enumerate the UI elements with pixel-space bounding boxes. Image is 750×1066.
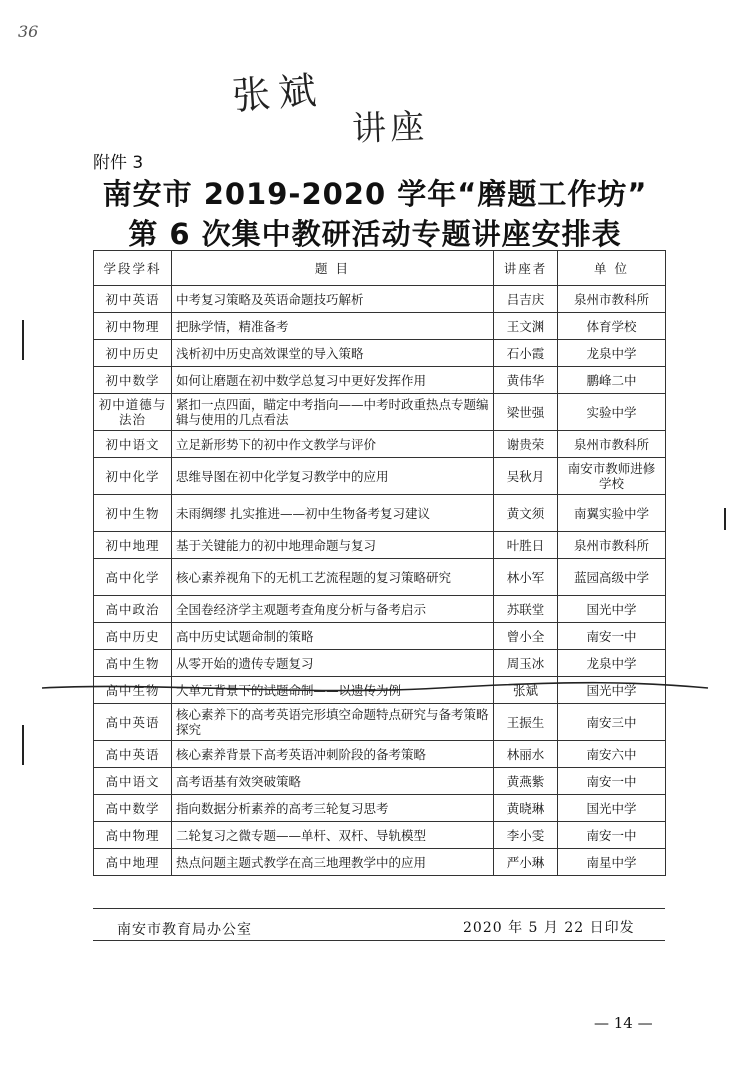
header-unit: 单 位 bbox=[558, 251, 666, 286]
cell-speaker: 张斌 bbox=[494, 677, 558, 704]
header-speaker: 讲座者 bbox=[494, 251, 558, 286]
cell-unit: 南星中学 bbox=[558, 849, 666, 876]
cell-unit: 国光中学 bbox=[558, 677, 666, 704]
table-body bbox=[94, 286, 666, 876]
table-row bbox=[94, 495, 666, 532]
cell-speaker: 周玉冰 bbox=[494, 650, 558, 677]
cell-subject: 高中生物 bbox=[94, 650, 172, 677]
cell-topic: 立足新形势下的初中作文教学与评价 bbox=[172, 431, 494, 458]
margin-mark bbox=[724, 508, 726, 530]
handwritten-name: 张斌 bbox=[230, 67, 326, 119]
cell-speaker: 王文渊 bbox=[494, 313, 558, 340]
cell-speaker: 黄文须 bbox=[494, 495, 558, 532]
cell-speaker: 曾小全 bbox=[494, 623, 558, 650]
table-row bbox=[94, 596, 666, 623]
cell-unit: 南安一中 bbox=[558, 822, 666, 849]
cell-subject: 高中政治 bbox=[94, 596, 172, 623]
table-row bbox=[94, 768, 666, 795]
cell-topic: 浅析初中历史高效课堂的导入策略 bbox=[172, 340, 494, 367]
cell-unit: 南安六中 bbox=[558, 741, 666, 768]
document-title-line-1: 南安市 2019-2020 学年“磨题工作坊” bbox=[102, 177, 648, 211]
cell-speaker: 严小琳 bbox=[494, 849, 558, 876]
table-row bbox=[94, 704, 666, 741]
cell-subject: 高中化学 bbox=[94, 559, 172, 596]
table-row bbox=[94, 340, 666, 367]
table-row bbox=[94, 367, 666, 394]
cell-unit: 鹏峰二中 bbox=[558, 367, 666, 394]
table-row bbox=[94, 394, 666, 431]
cell-topic: 核心素养视角下的无机工艺流程题的复习策略研究 bbox=[172, 559, 494, 596]
table-row bbox=[94, 795, 666, 822]
cell-subject: 高中数学 bbox=[94, 795, 172, 822]
cell-topic: 紧扣一点四面，瞄定中考指向——中考时政重热点专题编辑与使用的几点看法 bbox=[172, 394, 494, 431]
cell-speaker: 黄燕紫 bbox=[494, 768, 558, 795]
cell-subject: 高中物理 bbox=[94, 822, 172, 849]
cell-unit: 南翼实验中学 bbox=[558, 495, 666, 532]
cell-topic: 高考语基有效突破策略 bbox=[172, 768, 494, 795]
footer-rule bbox=[93, 940, 665, 941]
table-row bbox=[94, 286, 666, 313]
cell-speaker: 林小军 bbox=[494, 559, 558, 596]
table-row bbox=[94, 623, 666, 650]
table-row bbox=[94, 559, 666, 596]
cell-unit: 蓝园高级中学 bbox=[558, 559, 666, 596]
cell-topic: 基于关键能力的初中地理命题与复习 bbox=[172, 532, 494, 559]
cell-unit: 国光中学 bbox=[558, 795, 666, 822]
cell-topic: 高中历史试题命制的策略 bbox=[172, 623, 494, 650]
header-topic: 题 目 bbox=[172, 251, 494, 286]
cell-speaker: 黄晓琳 bbox=[494, 795, 558, 822]
cell-speaker: 林丽水 bbox=[494, 741, 558, 768]
cell-speaker: 吴秋月 bbox=[494, 458, 558, 495]
lecture-schedule-table bbox=[93, 250, 666, 876]
cell-unit: 实验中学 bbox=[558, 394, 666, 431]
cell-subject: 初中数学 bbox=[94, 367, 172, 394]
table-row bbox=[94, 313, 666, 340]
cell-unit: 龙泉中学 bbox=[558, 340, 666, 367]
cell-topic: 热点问题主题式教学在高三地理教学中的应用 bbox=[172, 849, 494, 876]
cell-topic: 指向数据分析素养的高考三轮复习思考 bbox=[172, 795, 494, 822]
table-row bbox=[94, 822, 666, 849]
cell-subject: 高中历史 bbox=[94, 623, 172, 650]
cell-unit: 体育学校 bbox=[558, 313, 666, 340]
cell-speaker: 王振生 bbox=[494, 704, 558, 741]
handwritten-lecture-note: 讲座 bbox=[351, 106, 429, 150]
cell-subject: 高中地理 bbox=[94, 849, 172, 876]
cell-topic: 核心素养下的高考英语完形填空命题特点研究与备考策略探究 bbox=[172, 704, 494, 741]
cell-speaker: 梁世强 bbox=[494, 394, 558, 431]
table-row bbox=[94, 741, 666, 768]
cell-speaker: 叶胜日 bbox=[494, 532, 558, 559]
page-number: — 14 — bbox=[594, 1014, 653, 1032]
cell-subject: 初中物理 bbox=[94, 313, 172, 340]
table-row bbox=[94, 458, 666, 495]
table-row bbox=[94, 532, 666, 559]
cell-topic: 思维导图在初中化学复习教学中的应用 bbox=[172, 458, 494, 495]
margin-mark bbox=[22, 725, 24, 765]
cell-subject: 高中英语 bbox=[94, 741, 172, 768]
cell-topic: 二轮复习之微专题——单杆、双杆、导轨模型 bbox=[172, 822, 494, 849]
footer-date: 2020 年 5 月 22 日印发 bbox=[463, 920, 635, 936]
cell-topic: 中考复习策略及英语命题技巧解析 bbox=[172, 286, 494, 313]
cell-topic: 未雨绸缪 扎实推进——初中生物备考复习建议 bbox=[172, 495, 494, 532]
cell-topic: 大单元背景下的试题命制——以遗传为例 bbox=[172, 677, 494, 704]
cell-unit: 龙泉中学 bbox=[558, 650, 666, 677]
table-row bbox=[94, 431, 666, 458]
handwritten-underline bbox=[40, 676, 710, 706]
cell-subject: 初中语文 bbox=[94, 431, 172, 458]
cell-speaker: 李小雯 bbox=[494, 822, 558, 849]
header-subject: 学段学科 bbox=[94, 251, 172, 286]
handwritten-page-mark: 36 bbox=[18, 22, 39, 41]
cell-subject: 初中化学 bbox=[94, 458, 172, 495]
cell-subject: 高中生物 bbox=[94, 677, 172, 704]
cell-unit: 国光中学 bbox=[558, 596, 666, 623]
margin-mark bbox=[22, 320, 24, 360]
cell-topic: 核心素养背景下高考英语冲刺阶段的备考策略 bbox=[172, 741, 494, 768]
cell-subject: 初中生物 bbox=[94, 495, 172, 532]
cell-unit: 南安三中 bbox=[558, 704, 666, 741]
table-row bbox=[94, 650, 666, 677]
cell-topic: 从零开始的遗传专题复习 bbox=[172, 650, 494, 677]
cell-subject: 初中道德与法治 bbox=[94, 394, 172, 431]
cell-speaker: 石小霞 bbox=[494, 340, 558, 367]
table-row bbox=[94, 849, 666, 876]
cell-speaker: 吕吉庆 bbox=[494, 286, 558, 313]
cell-unit: 泉州市教科所 bbox=[558, 431, 666, 458]
cell-unit: 南安一中 bbox=[558, 768, 666, 795]
cell-speaker: 谢贵荣 bbox=[494, 431, 558, 458]
cell-topic: 如何让磨题在初中数学总复习中更好发挥作用 bbox=[172, 367, 494, 394]
cell-subject: 初中历史 bbox=[94, 340, 172, 367]
cell-subject: 高中语文 bbox=[94, 768, 172, 795]
cell-unit: 泉州市教科所 bbox=[558, 532, 666, 559]
cell-unit: 泉州市教科所 bbox=[558, 286, 666, 313]
footer-rule bbox=[93, 908, 665, 909]
table-header-row bbox=[94, 251, 666, 286]
cell-subject: 高中英语 bbox=[94, 704, 172, 741]
cell-speaker: 苏联堂 bbox=[494, 596, 558, 623]
cell-subject: 初中英语 bbox=[94, 286, 172, 313]
cell-unit: 南安一中 bbox=[558, 623, 666, 650]
footer-office: 南安市教育局办公室 bbox=[117, 922, 252, 938]
cell-unit: 南安市教师进修学校 bbox=[558, 458, 666, 495]
cell-speaker: 黄伟华 bbox=[494, 367, 558, 394]
cell-topic: 把脉学情，精准备考 bbox=[172, 313, 494, 340]
cell-subject: 初中地理 bbox=[94, 532, 172, 559]
cell-topic: 全国卷经济学主观题考查角度分析与备考启示 bbox=[172, 596, 494, 623]
document-title-line-2: 第 6 次集中教研活动专题讲座安排表 bbox=[128, 217, 622, 251]
attachment-label: 附件 3 bbox=[93, 153, 144, 173]
